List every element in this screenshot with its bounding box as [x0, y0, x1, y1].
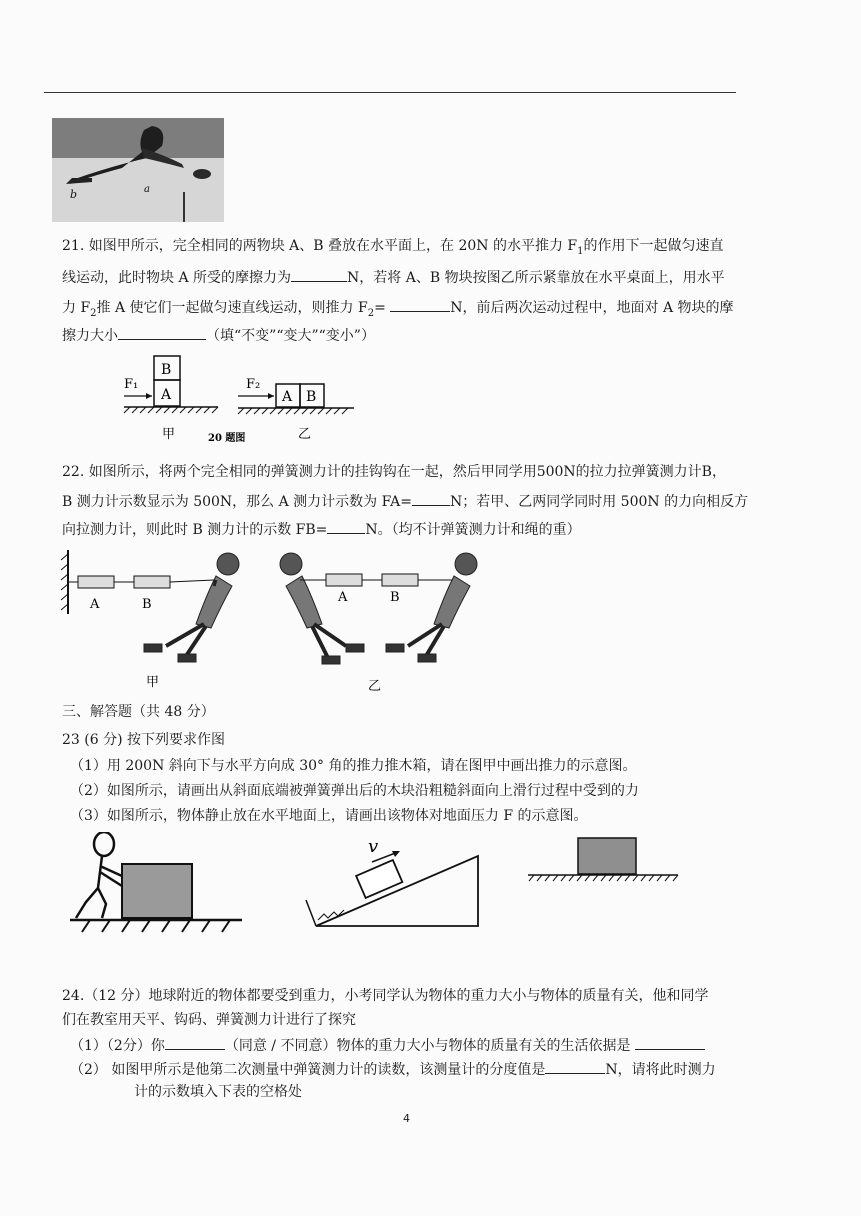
top-rule: [44, 92, 736, 93]
stick-person: [76, 832, 122, 918]
page-number: 4: [403, 1112, 410, 1125]
q22-line3: 向拉测力计，则此时 B 测力计的示数 FB= N。（均不计弹簧测力计和绳的重）: [62, 518, 581, 540]
answer-blank[interactable]: [412, 490, 450, 506]
spring-meter-a-2: [326, 574, 362, 586]
label-yi: 乙: [298, 427, 312, 442]
q21-line3: 力 $F_2$推 A 使它们一起做匀速直线运动，则推力 $F_2= N$，前后两次运动过程中，地面对 A 物块的摩: [62, 296, 734, 324]
photo-label-a: a: [144, 184, 150, 195]
q22-line2: B 测力计示数显示为 500N，那么 A 测力计示数为 FA= N；若甲、乙两同学同时用 500N 的力向相反方: [62, 490, 748, 512]
q24-line2: 们在教室用天平、钩码、弹簧测力计进行了探究: [62, 1012, 356, 1028]
answer-blank[interactable]: [165, 1034, 225, 1050]
person-jia-2: [386, 553, 477, 662]
label-b: B: [161, 362, 172, 378]
q21-line2: 线运动，此时物块 A 所受的摩擦力为 N，若将 A、B 物块按图乙所示紧靠放在水平桌面上，用水平: [62, 266, 725, 288]
answer-blank[interactable]: [291, 266, 347, 282]
curling-photo: [52, 118, 224, 222]
q24-part2-cont: 计的示数填入下表的空格处: [134, 1084, 302, 1100]
velocity-label: v: [368, 836, 379, 857]
answer-blank[interactable]: [327, 518, 365, 534]
q21-figure: [110, 350, 380, 450]
q22-figure: [56, 546, 496, 696]
person-yi: [280, 553, 364, 664]
q23-part1: （1）用 200N 斜向下与水平方向成 30° 角的推力推木箱，请在图甲中画出推力的示意图。: [70, 758, 637, 774]
label-a: A: [90, 597, 100, 612]
q23-title: 23 (6 分) 按下列要求作图: [62, 732, 225, 748]
spring-meter-a: [78, 576, 114, 588]
label-a-2: A: [282, 389, 293, 405]
label-f2: F₂: [246, 377, 261, 392]
spring-meter-b: [134, 576, 170, 588]
answer-blank[interactable]: [545, 1058, 605, 1074]
figure-caption: 20 题图: [208, 433, 246, 444]
q21-line1: 21. 如图甲所示，完全相同的两物块 A、B 叠放在水平面上，在 20N 的水平推力 $F_1$的作用下一起做匀速直: [62, 238, 724, 257]
label-yi: 乙: [368, 679, 382, 694]
q23-part2: （2）如图所示，请画出从斜面底端被弹簧弹出后的木块沿粗糙斜面向上滑行过程中受到的力: [70, 783, 639, 799]
q23-figures: [66, 832, 686, 942]
q23-part3: （3）如图所示，物体静止放在水平地面上，请画出该物体对地面压力 F 的示意图。: [70, 808, 588, 824]
section-3-heading: 三、解答题（共 48 分）: [62, 704, 215, 720]
q24-part1: （1）（2分）你 （同意 / 不同意）物体的重力大小与物体的质量有关的生活依据是: [70, 1034, 705, 1056]
q24-part2: （2） 如图甲所示是他第二次测量中弹簧测力计的读数，该测量计的分度值是 N，请将此时测力: [70, 1058, 716, 1080]
label-b: B: [142, 597, 152, 612]
q24-line1: 24.（12 分）地球附近的物体都要受到重力，小考同学认为物体的重力大小与物体的质量有关，他和同学: [62, 988, 709, 1004]
incline: [316, 856, 478, 926]
resting-block: [578, 838, 636, 874]
answer-blank[interactable]: [390, 296, 450, 312]
wooden-box: [122, 864, 192, 918]
label-a-2: A: [338, 590, 348, 605]
answer-blank[interactable]: [118, 324, 206, 340]
q22-line1: 22. 如图所示，将两个完全相同的弹簧测力计的挂钩钩在一起，然后甲同学用500N的拉力拉弹簧测力计B，: [62, 464, 726, 480]
answer-blank[interactable]: [635, 1034, 705, 1050]
label-b-2: B: [306, 389, 317, 405]
label-jia: 甲: [146, 675, 160, 690]
q21-line4: 擦力大小 （填“不变”“变大”“变小”）: [62, 324, 375, 346]
label-a: A: [161, 387, 172, 403]
label-jia: 甲: [162, 427, 176, 442]
spring-meter-b-2: [382, 574, 418, 586]
photo-label-b: b: [70, 188, 78, 201]
person-jia: [144, 553, 239, 662]
label-b-2: B: [390, 590, 400, 605]
label-f1: F₁: [124, 377, 139, 392]
